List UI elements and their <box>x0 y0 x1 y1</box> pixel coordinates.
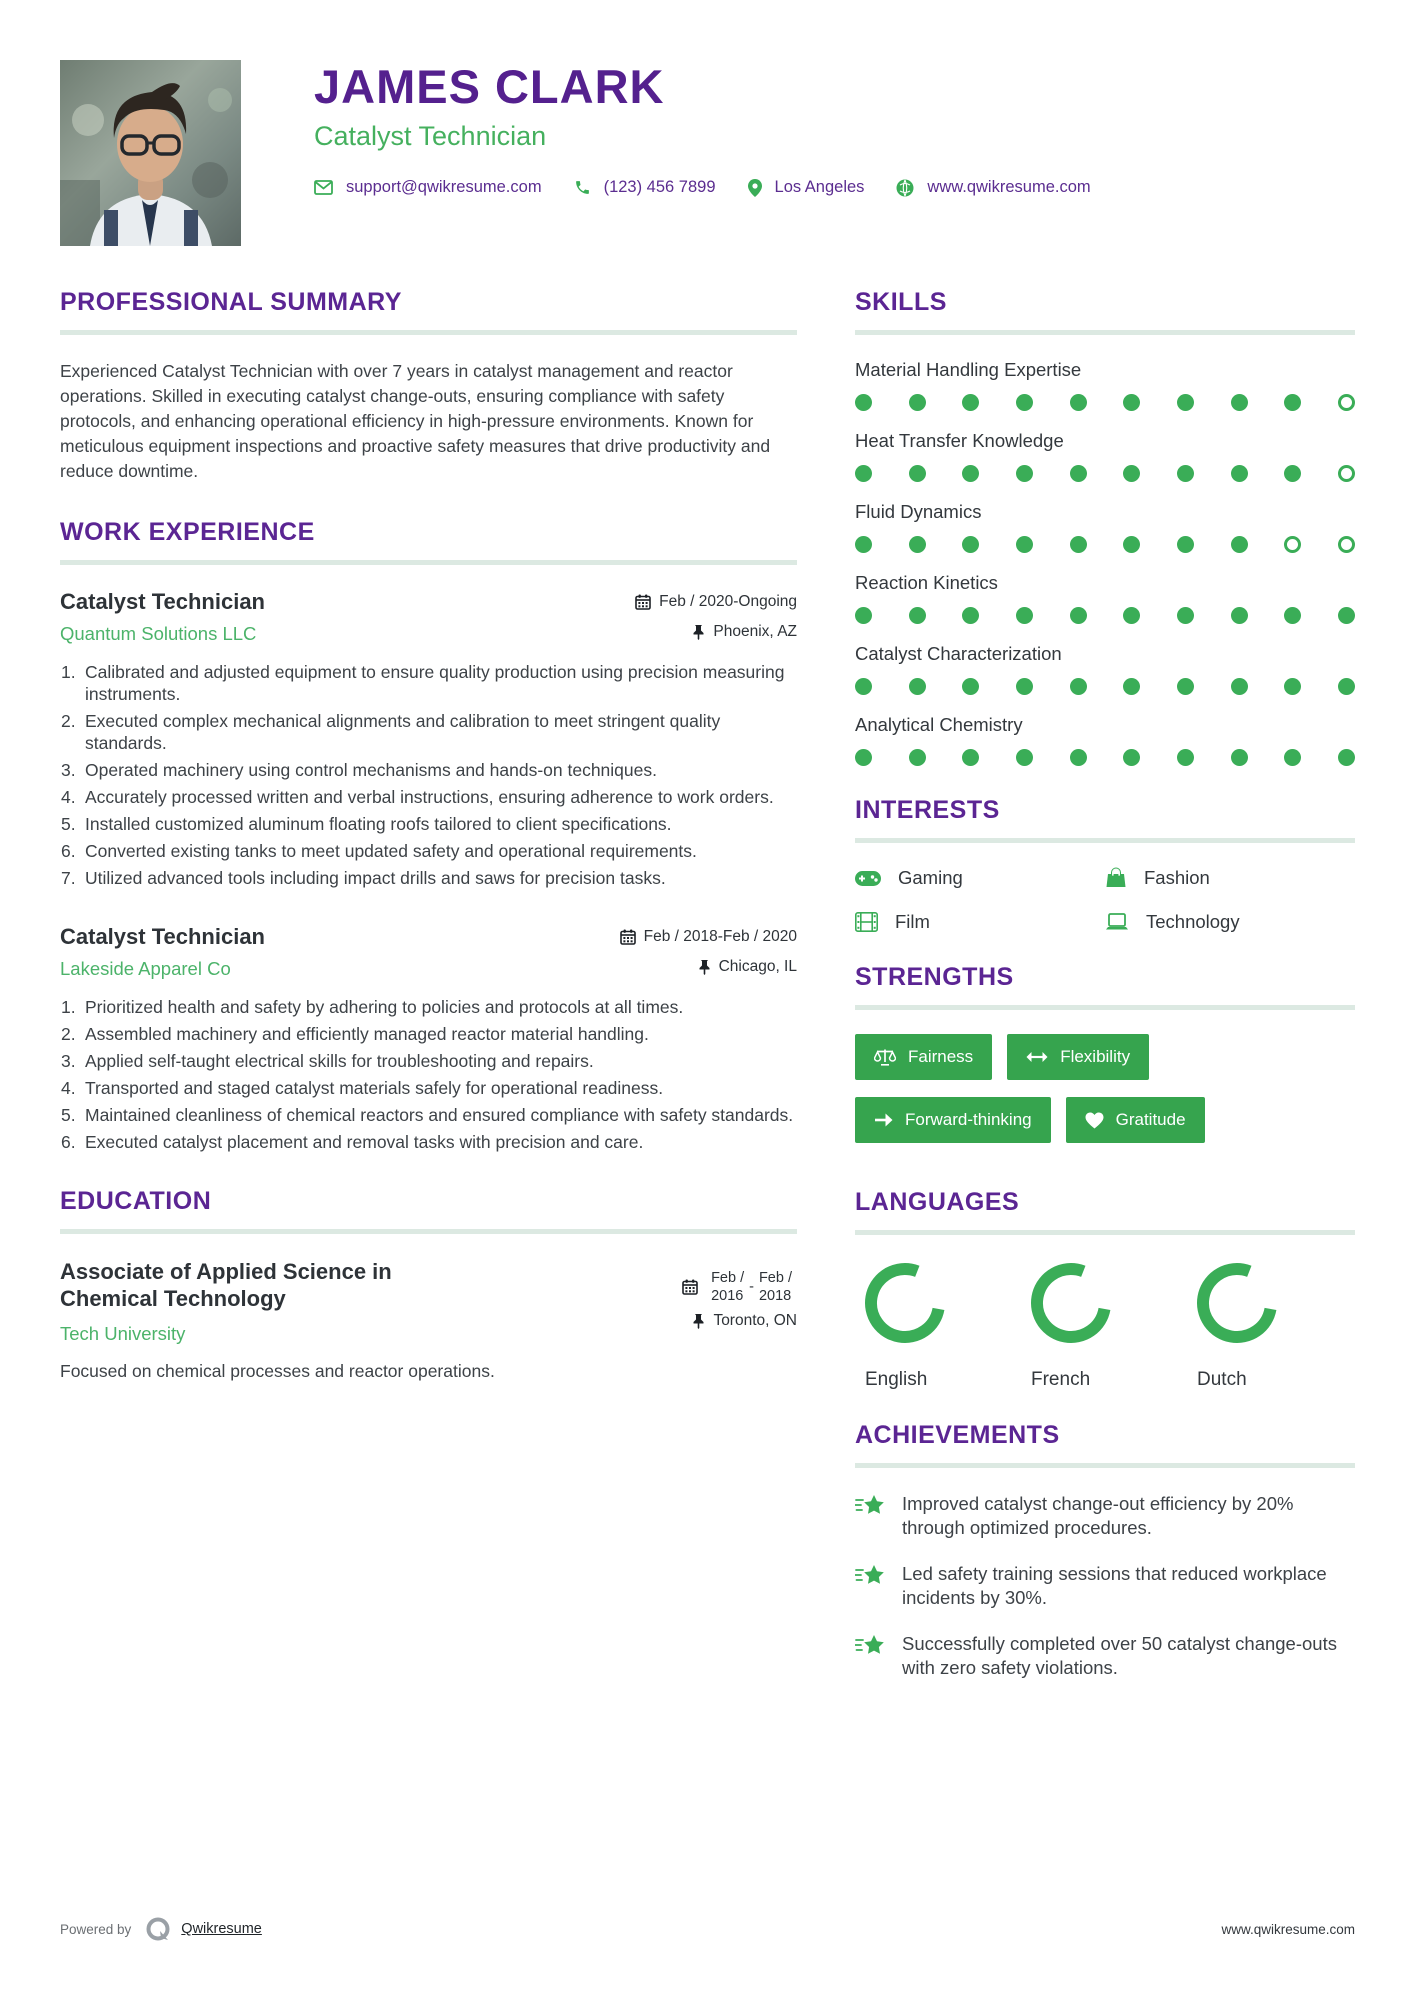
rating-dot-filled <box>962 607 979 624</box>
job-entry <box>60 589 797 889</box>
rating-dot-filled <box>1177 607 1194 624</box>
job-bullet: Operated machinery using control mechanisms and hands-on techniques. <box>85 760 657 781</box>
profile-photo <box>60 60 241 246</box>
job-role: Catalyst Technician <box>60 589 265 615</box>
rating-dot-filled <box>1231 678 1248 695</box>
job-company: Quantum Solutions LLC <box>60 623 257 645</box>
section-divider <box>60 330 797 335</box>
interest-item <box>1105 867 1355 889</box>
rating-dot-filled <box>855 678 872 695</box>
job-date: Feb / 2018-Feb / 2020 <box>620 928 797 946</box>
job-bullet: Utilized advanced tools including impact drills and saws for precision tasks. <box>85 868 666 889</box>
rating-dot-filled <box>1338 607 1355 624</box>
rating-dot-filled <box>962 394 979 411</box>
skill-row <box>855 572 1355 624</box>
interest-label: Fashion <box>1144 867 1210 888</box>
arrow-right-icon <box>874 1113 893 1127</box>
interest-item <box>855 867 1105 889</box>
film-icon <box>855 912 878 932</box>
skill-row <box>855 714 1355 766</box>
rating-dot-filled <box>1016 749 1033 766</box>
skill-name: Fluid Dynamics <box>855 501 982 522</box>
language-item <box>1187 1259 1353 1391</box>
rating-dot-filled <box>1070 607 1087 624</box>
education-dates: Feb / 2016 - Feb / 2018 <box>682 1262 797 1313</box>
rating-dot-filled <box>1123 749 1140 766</box>
rating-dot-filled <box>909 749 926 766</box>
contact-location-text: Los Angeles <box>774 178 865 197</box>
section-divider <box>855 1463 1355 1468</box>
rating-dot-empty <box>1338 536 1355 553</box>
section-divider <box>60 560 797 565</box>
rating-dot-filled <box>1284 678 1301 695</box>
pushpin-icon <box>692 624 705 640</box>
section-title-education: EDUCATION <box>60 1186 212 1215</box>
laptop-icon <box>1105 913 1129 932</box>
job-bullet: Calibrated and adjusted equipment to ensure quality production using precision measuring instruments. <box>85 662 785 705</box>
job-date: Feb / 2020-Ongoing <box>635 593 797 611</box>
job-bullet: Executed catalyst placement and removal tasks with precision and care. <box>85 1131 644 1152</box>
job-bullet: Transported and staged catalyst materials safely for operational readiness. <box>85 1077 664 1098</box>
phone-icon <box>574 179 591 196</box>
rating-dot-filled <box>1231 749 1248 766</box>
strength-badge-gratitude <box>1066 1097 1205 1143</box>
achievement-text: Led safety training sessions that reduced workplace incidents by 30%. <box>902 1563 1327 1609</box>
achievement-item <box>855 1562 1355 1610</box>
job-location: Chicago, IL <box>698 958 797 976</box>
rating-dot-empty <box>1338 465 1355 482</box>
section-title-interests: INTERESTS <box>855 796 1000 824</box>
strength-label: Forward-thinking <box>905 1110 1032 1129</box>
skill-name: Analytical Chemistry <box>855 714 1023 735</box>
job-bullets <box>60 996 797 1153</box>
rating-dot-empty <box>1338 394 1355 411</box>
section-skills <box>855 288 1355 766</box>
rating-dot-filled <box>1284 465 1301 482</box>
achievement-item <box>855 1492 1355 1540</box>
rating-dot-filled <box>909 394 926 411</box>
powered-by-label: Powered by <box>60 1921 132 1937</box>
heart-icon <box>1085 1112 1104 1129</box>
skill-row <box>855 359 1355 411</box>
calendar-icon <box>635 594 651 610</box>
language-name: Dutch <box>1197 1369 1247 1390</box>
rating-dot-filled <box>909 607 926 624</box>
education-degree: Associate of Applied Science in Chemical Technology <box>60 1258 392 1312</box>
job-location: Phoenix, AZ <box>692 623 797 641</box>
skill-row <box>855 430 1355 482</box>
header <box>0 0 1407 246</box>
job-bullet: Applied self-taught electrical skills for troubleshooting and repairs. <box>85 1050 594 1071</box>
interest-label: Technology <box>1146 911 1240 932</box>
rating-dot-filled <box>1231 465 1248 482</box>
language-item <box>855 1259 1021 1391</box>
pushpin-icon <box>692 1313 705 1329</box>
contact-row <box>314 178 1091 197</box>
language-progress-ring <box>1193 1259 1281 1347</box>
interest-label: Film <box>895 911 930 932</box>
section-title-professional-summary: PROFESSIONAL SUMMARY <box>60 288 402 316</box>
summary-text: Experienced Catalyst Technician with over 7 years in catalyst management and reactor operations. Skilled in executing catalyst change-outs, ensuring compliance with safety protocols, and enhancing operational efficiency in high-pressure environments. Known for meticulous equipment inspections and proactive safety measures that drive productivity and reduce downtime. <box>60 361 771 482</box>
interest-item <box>1105 911 1355 933</box>
rating-dot-filled <box>1016 607 1033 624</box>
calendar-icon <box>620 929 636 945</box>
strength-label: Flexibility <box>1060 1047 1131 1066</box>
section-languages <box>855 1188 1355 1391</box>
mail-icon <box>314 180 333 195</box>
education-description: Focused on chemical processes and reactor operations. <box>60 1360 495 1381</box>
contact-email[interactable] <box>314 178 542 197</box>
contact-location <box>748 178 865 197</box>
job-bullet: Maintained cleanliness of chemical reactors and ensured compliance with safety standards. <box>85 1104 794 1125</box>
rating-dot-filled <box>1016 394 1033 411</box>
skill-name: Heat Transfer Knowledge <box>855 430 1064 451</box>
shooting-star-icon <box>855 1564 885 1610</box>
rating-dot-filled <box>1177 678 1194 695</box>
strength-badge-forward-thinking <box>855 1097 1051 1143</box>
rating-dot-filled <box>962 536 979 553</box>
double-arrow-icon <box>1026 1051 1048 1063</box>
skill-row <box>855 501 1355 553</box>
section-title-work-experience: WORK EXPERIENCE <box>60 518 315 547</box>
language-progress-ring <box>861 1259 949 1347</box>
rating-dot-filled <box>1016 465 1033 482</box>
strength-badge-fairness <box>855 1034 992 1080</box>
job-bullets <box>60 661 797 889</box>
rating-dot-filled <box>1123 678 1140 695</box>
section-title-strengths: STRENGTHS <box>855 963 1014 991</box>
rating-dot-filled <box>962 678 979 695</box>
person-name: JAMES CLARK <box>314 60 665 113</box>
footer <box>0 1916 1407 1942</box>
skill-name: Material Handling Expertise <box>855 359 1082 380</box>
job-bullet: Assembled machinery and efficiently managed reactor material handling. <box>85 1023 649 1044</box>
rating-dot-filled <box>1284 749 1301 766</box>
job-bullet: Accurately processed written and verbal instructions, ensuring adherence to work orders. <box>85 787 774 808</box>
shooting-star-icon <box>855 1634 885 1680</box>
rating-dot-filled <box>1231 394 1248 411</box>
rating-dot-filled <box>1070 394 1087 411</box>
section-work-experience <box>60 518 797 1153</box>
rating-dot-filled <box>1231 607 1248 624</box>
shopping-bag-icon <box>1105 867 1127 889</box>
skill-rating-dots <box>855 465 1355 482</box>
section-divider <box>855 1230 1355 1235</box>
skill-rating-dots <box>855 394 1355 411</box>
person-title: Catalyst Technician <box>314 121 547 152</box>
footer-website: www.qwikresume.com <box>1221 1921 1355 1937</box>
rating-dot-filled <box>962 749 979 766</box>
rating-dot-filled <box>1070 465 1087 482</box>
rating-dot-filled <box>1338 678 1355 695</box>
job-bullet: Executed complex mechanical alignments and calibration to meet stringent quality standards. <box>85 711 721 754</box>
gamepad-icon <box>855 870 881 887</box>
section-title-languages: LANGUAGES <box>855 1188 1020 1216</box>
language-name: French <box>1031 1369 1091 1390</box>
contact-email-text: support@qwikresume.com <box>346 178 542 197</box>
rating-dot-filled <box>855 536 872 553</box>
job-bullet: Installed customized aluminum floating roofs tailored to client specifications. <box>85 814 672 835</box>
qwikresume-link[interactable]: Qwikresume <box>181 1921 262 1937</box>
rating-dot-filled <box>1070 678 1087 695</box>
education-location: Toronto, ON <box>692 1312 797 1330</box>
rating-dot-filled <box>1016 536 1033 553</box>
rating-dot-filled <box>1123 607 1140 624</box>
rating-dot-filled <box>1284 394 1301 411</box>
strength-label: Gratitude <box>1115 1110 1186 1129</box>
section-title-skills: SKILLS <box>855 288 947 316</box>
rating-dot-filled <box>1231 536 1248 553</box>
skill-rating-dots <box>855 607 1355 624</box>
rating-dot-filled <box>909 678 926 695</box>
interest-label: Gaming <box>898 867 963 888</box>
shooting-star-icon <box>855 1494 885 1540</box>
rating-dot-filled <box>1123 536 1140 553</box>
skill-rating-dots <box>855 678 1355 695</box>
language-progress-ring <box>1027 1259 1115 1347</box>
job-bullet: Prioritized health and safety by adhering to policies and protocols at all times. <box>85 996 684 1017</box>
contact-phone <box>574 178 716 197</box>
qwikresume-logo <box>145 1916 171 1942</box>
scales-icon <box>874 1048 896 1067</box>
section-education <box>60 1187 797 1382</box>
skill-rating-dots <box>855 749 1355 766</box>
section-divider <box>60 1229 797 1234</box>
section-strengths <box>855 963 1355 1160</box>
rating-dot-empty <box>1284 536 1301 553</box>
rating-dot-filled <box>1177 465 1194 482</box>
rating-dot-filled <box>1177 536 1194 553</box>
rating-dot-filled <box>909 465 926 482</box>
skill-rating-dots <box>855 536 1355 553</box>
section-divider <box>855 330 1355 335</box>
profile-photo-illustration <box>60 60 241 246</box>
interest-item <box>855 911 1105 933</box>
rating-dot-filled <box>909 536 926 553</box>
skill-row <box>855 643 1355 695</box>
section-achievements <box>855 1421 1355 1680</box>
calendar-icon <box>682 1279 698 1295</box>
achievement-text: Successfully completed over 50 catalyst change-outs with zero safety violations. <box>902 1633 1337 1679</box>
rating-dot-filled <box>962 465 979 482</box>
language-name: English <box>865 1369 928 1390</box>
section-divider <box>855 1005 1355 1010</box>
rating-dot-filled <box>1177 394 1194 411</box>
job-bullet: Converted existing tanks to meet updated safety and operational requirements. <box>85 841 697 862</box>
rating-dot-filled <box>1284 607 1301 624</box>
contact-phone-text: (123) 456 7899 <box>603 178 716 197</box>
achievement-item <box>855 1632 1355 1680</box>
globe-icon <box>896 179 914 197</box>
rating-dot-filled <box>1123 465 1140 482</box>
skill-name: Reaction Kinetics <box>855 572 998 593</box>
contact-website[interactable] <box>896 178 1090 197</box>
rating-dot-filled <box>1070 749 1087 766</box>
achievement-text: Improved catalyst change-out efficiency by 20% through optimized procedures. <box>902 1493 1294 1539</box>
pushpin-icon <box>698 959 711 975</box>
strength-badge-flexibility <box>1007 1034 1149 1080</box>
rating-dot-filled <box>855 749 872 766</box>
location-pin-icon <box>748 179 762 197</box>
skill-name: Catalyst Characterization <box>855 643 1062 664</box>
rating-dot-filled <box>1338 749 1355 766</box>
rating-dot-filled <box>855 465 872 482</box>
contact-website-text: www.qwikresume.com <box>927 178 1091 197</box>
rating-dot-filled <box>1123 394 1140 411</box>
strength-label: Fairness <box>908 1047 974 1066</box>
rating-dot-filled <box>855 394 872 411</box>
job-role: Catalyst Technician <box>60 923 265 949</box>
section-divider <box>855 838 1355 843</box>
section-interests <box>855 796 1355 933</box>
rating-dot-filled <box>855 607 872 624</box>
section-title-achievements: ACHIEVEMENTS <box>855 1421 1060 1449</box>
job-entry <box>60 924 797 1153</box>
rating-dot-filled <box>1177 749 1194 766</box>
rating-dot-filled <box>1070 536 1087 553</box>
section-professional-summary <box>60 288 797 484</box>
rating-dot-filled <box>1016 678 1033 695</box>
job-company: Lakeside Apparel Co <box>60 957 231 979</box>
language-item <box>1021 1259 1187 1391</box>
education-school: Tech University <box>60 1322 186 1344</box>
